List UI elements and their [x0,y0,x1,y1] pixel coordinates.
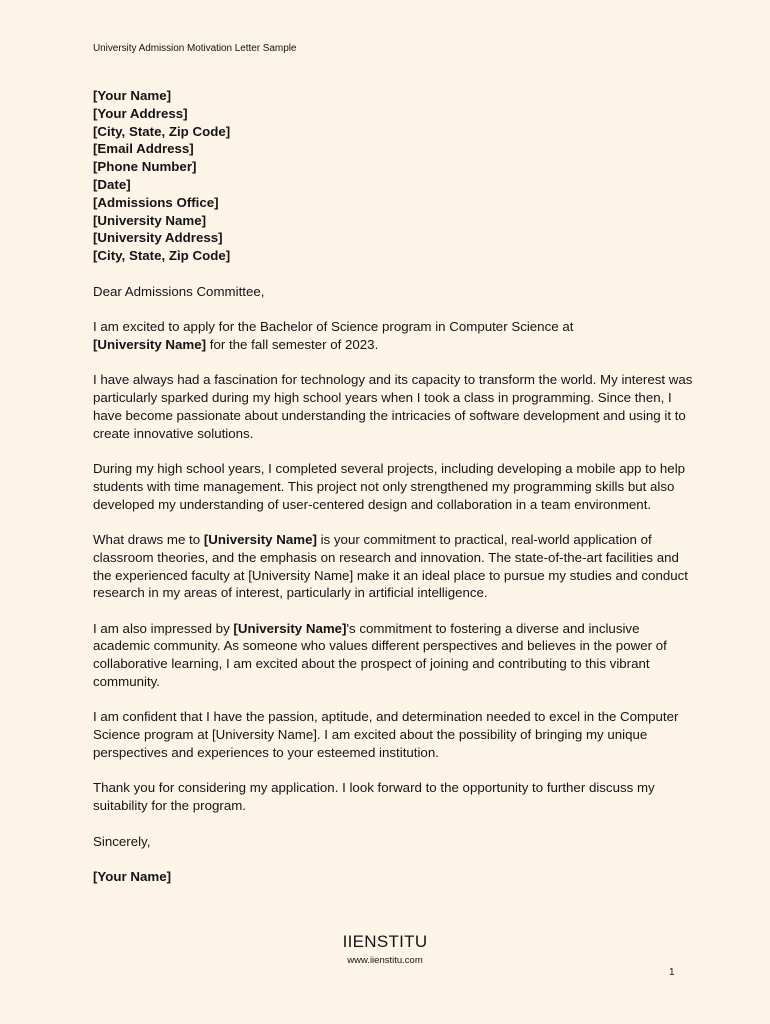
page-number: 1 [669,967,675,978]
paragraph-1-text-a: I am excited to apply for the Bachelor of Science program in Computer Science at [93,318,574,334]
university-name-placeholder: [University Name] [93,336,207,352]
signature: [Your Name] [93,869,172,885]
paragraph-6: I am confident that I have the passion, aptitude, and determination needed to excel in the Computer Science program at [University Name]. I am excited about the possibility of bringing my unique perspectives and experiences to your esteemed institution. [93,709,679,761]
closing: Sincerely, [93,833,151,849]
paragraph-1 [93,318,693,354]
university-name-placeholder: [University Name] [233,620,347,636]
paragraph-7: Thank you for considering my application. I look forward to the opportunity to further discuss my suitability for the program. [93,780,655,814]
paragraph-4 [93,531,693,602]
paragraph-5-text-a: I am also impressed by [93,620,234,636]
recipient-office: [Admissions Office] [93,194,219,210]
letter-date: [Date] [93,176,131,192]
sender-name: [Your Name] [93,88,172,103]
paragraph-4-text-a: What draws me to [93,531,204,547]
brand-url: www.iienstitu.com [347,955,423,966]
address-block [93,87,693,265]
paragraph-1-text-c: for the fall semester of 2023. [206,336,379,352]
paragraph-5 [93,620,693,691]
sender-phone: [Phone Number] [93,159,197,175]
paragraph-2: I have always had a fascination for technology and its capacity to transform the world. My interest was particularly sparked during my high school years when I took a class in programming. Since then, I have become passionate about understanding the intricacies of software development and using it to create innovative solutions. [93,372,693,441]
paragraph-5-text-c: 's commitment to fostering a diverse and inclusive academic community. As someone who values different perspectives and believes in the power of collaborative learning, I am excited about the prospect of joining and contributing to this vibrant community. [93,620,667,690]
document-header: University Admission Motivation Letter Sample [93,43,297,54]
recipient-city-state-zip: [City, State, Zip Code] [93,248,231,264]
university-name-placeholder: [University Name] [203,531,317,547]
paragraph-4-text-c: is your commitment to practical, real-world application of classroom theories, and the emphasis on research and innovation. The state-of-the-art facilities and the experienced faculty at [University Name] make it an ideal place to pursue my studies and conduct research in my areas of interest, particularly in artificial intelligence. [93,531,688,601]
salutation: Dear Admissions Committee, [93,283,265,299]
sender-email: [Email Address] [93,141,194,157]
letter-body [93,87,693,903]
recipient-university: [University Name] [93,212,207,228]
sender-city-state-zip: [City, State, Zip Code] [93,123,231,139]
brand-logo: IIENSTITU [342,932,428,951]
recipient-address: [University Address] [93,230,223,246]
paragraph-3: During my high school years, I completed several projects, including developing a mobile app to help students with time management. This project not only strengthened my programming skills but also developed my understanding of user-centered design and collaboration in a team environment. [93,460,686,512]
sender-address: [Your Address] [93,105,188,121]
